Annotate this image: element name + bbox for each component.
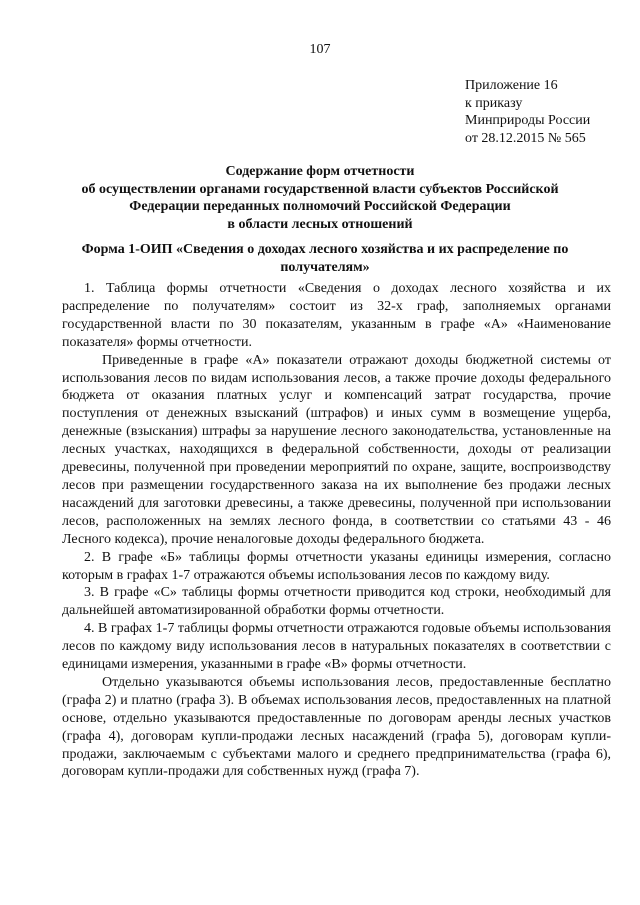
paragraph: 1. Таблица формы отчетности «Сведения о доходах лесного хозяйства и их распределение по получателям» состоит из 32-х граф, заполняемых органами государственной власти по 30 показателям, указанным в графе «А» «Наименование показателя» формы отчетности. bbox=[62, 281, 611, 350]
paragraph: 2. В графе «Б» таблицы формы отчетности указаны единицы измерения, согласно которым в графах 1-7 отражаются объемы использования лесов по каждому виду. bbox=[62, 549, 611, 583]
appendix-reference bbox=[465, 77, 590, 147]
body-text bbox=[62, 280, 611, 781]
paragraph: 3. В графе «С» таблицы формы отчетности приводится код строки, необходимый для дальнейшей автоматизированной обработки формы отчетности. bbox=[62, 585, 611, 619]
form-title: Форма 1-ОИП «Сведения о доходах лесного хозяйства и их распределение по получателям» bbox=[81, 242, 569, 275]
heading-line: в области лесных отношений bbox=[227, 216, 413, 232]
page-number: 107 bbox=[309, 42, 331, 57]
paragraph: Отдельно указываются объемы использования лесов, предоставленные бесплатно (графа 2) и платно (графа 3). В объемах использования лесов, предоставленных на платной основе, отдельно указываются предоставленные по договорам аренды лесных участков (графа 4), договорам купли-продажи лесных насаждений (графа 5), договорам купли-продажи, заключаемым с субъектами малого и среднего предпринимательства (графа 6), договорам купли-продажи для собственных нужд (графа 7). bbox=[62, 674, 611, 780]
heading-line: Федерации переданных полномочий Российской Федерации bbox=[129, 199, 511, 214]
paragraph: Приведенные в графе «А» показатели отражают доходы бюджетной системы от использования лесов по видам использования лесов, а также прочие доходы федерального бюджета от оказания платных услуг и компенсаций затрат государства, прочие поступления от денежных взысканий (штрафов) и иных сумм в возмещение ущерба, денежные (взыскания) штрафы за нарушение лесного законодательства, установленные на лесных участках, находящихся в федеральной собственности, доходы от реализации древесины, полученной при проведении мероприятий по охране, защите, воспроизводству лесов при размещении государственного заказа на их выполнение без продажи лесных насаждений для заготовки древесины, а также древесины, полученной при использовании лесов, расположенных на землях лесного фонда, в соответствии со статьями 43 - 46 Лесного кодекса), прочие неналоговые доходы федерального бюджета. bbox=[62, 352, 611, 547]
heading-line: Содержание форм отчетности bbox=[225, 164, 415, 179]
heading-line: об осуществлении органами государственной власти субъектов Российской bbox=[81, 181, 559, 197]
document-heading bbox=[40, 163, 600, 233]
appendix-line: к приказу bbox=[465, 95, 523, 111]
paragraph: 4. В графах 1-7 таблицы формы отчетности отражаются годовые объемы использования лесов по каждому виду использования лесов в натуральных показателях в соответствии с единицами измерения, указанными в графе «В» формы отчетности. bbox=[62, 621, 611, 673]
appendix-line: Приложение 16 bbox=[465, 78, 558, 93]
appendix-line: от 28.12.2015 № 565 bbox=[465, 130, 586, 146]
appendix-line: Минприроды России bbox=[465, 113, 591, 128]
